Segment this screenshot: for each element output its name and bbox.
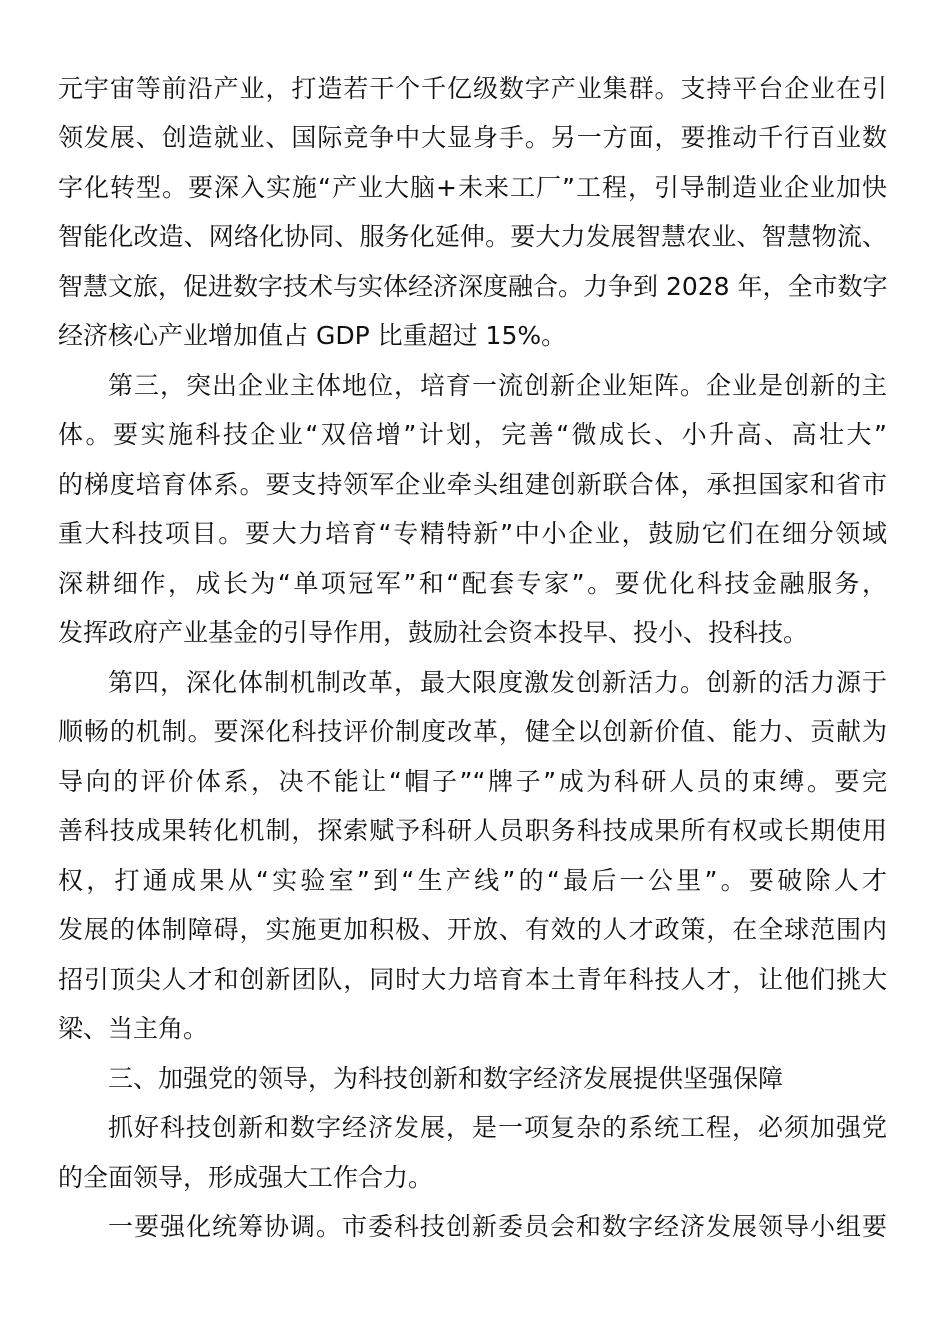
paragraph-line: 梁、当主角。 — [58, 1014, 209, 1043]
paragraph-line: 智能化改造、网络化协同、服务化延伸。要大力发展智慧农业、智慧物流、 — [58, 222, 887, 251]
paragraph-line: 发展的体制障碍，实施更加积极、开放、有效的人才政策，在全球范围内 — [58, 915, 887, 944]
paragraph-line: 领发展、创造就业、国际竞争中大显身手。另一方面，要推动千行百业数 — [58, 123, 887, 152]
paragraph-line: 的全面领导，形成强大工作合力。 — [58, 1163, 434, 1192]
paragraph-line: 智慧文旅，促进数字技术与实体经济深度融合。力争到 2028 年，全市数字 — [58, 272, 888, 301]
paragraph-line: 字化转型。要深入实施“产业大脑+未来工厂”工程，引导制造业企业加快 — [58, 173, 887, 202]
paragraph-line: 深耕细作，成长为“单项冠军”和“配套专家”。要优化科技金融服务， — [58, 569, 887, 598]
paragraph-line: 体。要实施科技企业“双倍增”计划，完善“微成长、小升高、高壮大” — [58, 420, 887, 449]
paragraph-line: 的梯度培育体系。要支持领军企业牵头组建创新联合体，承担国家和省市 — [58, 470, 887, 499]
paragraph-line: 招引顶尖人才和创新团队，同时大力培育本土青年科技人才，让他们挑大 — [58, 965, 887, 994]
paragraph-line: 善科技成果转化机制，探索赋予科研人员职务科技成果所有权或长期使用 — [58, 816, 887, 845]
paragraph-line: 重大科技项目。要大力培育“专精特新”中小企业，鼓励它们在细分领域 — [58, 519, 887, 548]
paragraph-line: 权，打通成果从“实验室”到“生产线”的“最后一公里”。要破除人才 — [58, 866, 887, 895]
paragraph-line: 顺畅的机制。要深化科技评价制度改革，健全以创新价值、能力、贡献为 — [58, 717, 887, 746]
paragraph-first-line: 一要强化统筹协调。市委科技创新委员会和数字经济发展领导小组要 — [108, 1212, 887, 1241]
section-heading: 三、加强党的领导，为科技创新和数字经济发展提供坚强保障 — [108, 1064, 784, 1093]
paragraph-first-line: 抓好科技创新和数字经济发展，是一项复杂的系统工程，必须加强党 — [108, 1113, 887, 1142]
paragraph-line: 发挥政府产业基金的引导作用，鼓励社会资本投早、投小、投科技。 — [58, 618, 809, 647]
paragraph-line: 经济核心产业增加值占 GDP 比重超过 15%。 — [58, 321, 567, 350]
paragraph-line: 导向的评价体系，决不能让“帽子”“牌子”成为科研人员的束缚。要完 — [58, 767, 887, 796]
paragraph-first-line: 第三，突出企业主体地位，培育一流创新企业矩阵。企业是创新的主 — [108, 371, 887, 400]
paragraph-first-line: 第四，深化体制机制改革，最大限度激发创新活力。创新的活力源于 — [108, 668, 887, 697]
paragraph-line: 元宇宙等前沿产业，打造若干个千亿级数字产业集群。支持平台企业在引 — [58, 74, 887, 103]
